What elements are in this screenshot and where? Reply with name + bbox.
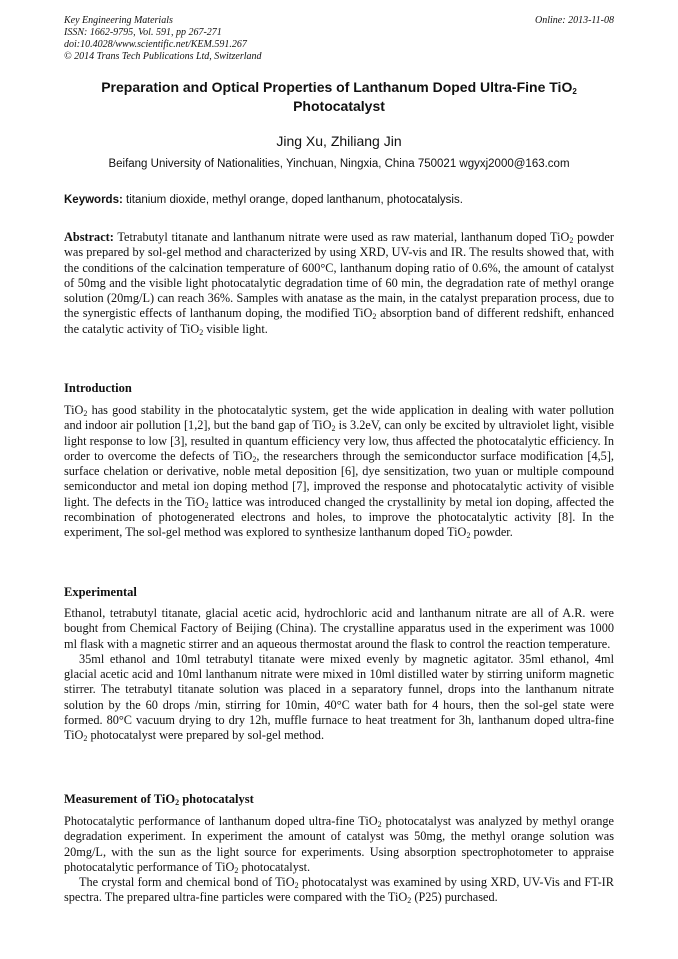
intro-text: is 3.2eV, can only be excited by ultraviolet light, visible light response to low [3], resulted in quantum efficiency very low, thus affected the photocatalytic efficiency. In order to overcome the defects of TiO: [64, 418, 614, 463]
title-text-line2: Photocatalyst: [293, 98, 385, 114]
journal-name: Key Engineering Materials: [64, 15, 173, 26]
subscript: 2: [407, 896, 412, 906]
measurement-text: Photocatalytic performance of lanthanum doped ultra-fine TiO: [64, 814, 378, 828]
online-date: Online: 2013-11-08: [535, 15, 614, 26]
subscript: 2: [331, 424, 336, 434]
intro-text: TiO: [64, 403, 84, 417]
measurement-paragraph-2: [64, 875, 614, 906]
authors: Jing Xu, Zhiliang Jin: [276, 133, 402, 149]
abstract-text: absorption band of different redshift, enhanced the catalytic activity of TiO: [64, 306, 615, 336]
page-header: [64, 15, 614, 63]
paper-title: [40, 78, 638, 116]
subscript: 2: [466, 531, 471, 541]
experimental-paragraph-2: [64, 652, 614, 744]
introduction-body: [64, 403, 614, 541]
intro-text: lattice was introduced changed the crystallinity by metal ion doping, affected the recombination of photogenerated electrons and holes, to improve the photocatalytic activity [8]. In the experiment, The sol-gel method was explored to synthesize lanthanum doped TiO: [64, 494, 614, 540]
doi-line: doi:10.4028/www.scientific.net/KEM.591.267: [64, 39, 247, 50]
keywords-label: Keywords:: [64, 194, 123, 206]
title-text: Preparation and Optical Properties of Lanthanum Doped Ultra-Fine TiO: [101, 79, 573, 95]
experimental-paragraph-1: Ethanol, tetrabutyl titanate, glacial acetic acid, hydrochloric acid and lanthanum nitrate are all of A.R. were bought from Chemical Factory of Beijing (China). The crystalline apparatus used in the experiment was 1000 ml flask with a magnetic stirrer and an aqueous thermostat around the flask to control the reaction temperature.: [64, 606, 614, 651]
intro-text: , the researchers through the semiconductor surface modification [4,5], surface chelation or derivative, noble metal deposition [6], dye sensitization, two yuan or multiple compound semiconductor and metal ion doping method [7], improved the response and photocatalytic activity of visible light. The defects in the TiO: [64, 448, 614, 509]
issn-line: ISSN: 1662-9795, Vol. 591, pp 267-271: [64, 27, 222, 38]
subscript: 2: [175, 798, 180, 807]
measurement-heading-text: photocatalyst: [182, 792, 254, 806]
abstract: [64, 230, 614, 337]
keywords-text: titanium dioxide, methyl orange, doped lanthanum, photocatalysis.: [126, 194, 463, 206]
subscript: 2: [294, 881, 299, 891]
experimental-body: [64, 606, 614, 744]
subscript: 2: [252, 454, 257, 464]
introduction-heading: Introduction: [64, 381, 132, 395]
measurement-text: The crystal form and chemical bond of TiO: [79, 875, 295, 890]
experimental-text: photocatalyst were prepared by sol-gel method.: [90, 728, 325, 743]
measurement-text: photocatalyst was examined by using XRD, UV-Vis and FT-IR spectra. The prepared ultra-fine particles were compared with the TiO: [64, 875, 614, 905]
measurement-text: photocatalyst.: [241, 859, 311, 874]
measurement-paragraph-1: [64, 814, 614, 875]
abstract-text: powder was prepared by sol-gel method and characterized by using XRD, UV-vis and IR. The results showed that, with the conditions of the calcination temperature of 600°C, lanthanum doping ratio of 0.6%, the amount of catalyst of 50mg and the visible light photocatalytic degradation time of 60 min, the degradation rate of methyl orange solution (20mg/L) can reach 36%. Samples with anatase as the main, in the catalyst preparation process, due to the synergistic effects of lanthanum doping, the modified TiO: [64, 230, 614, 321]
measurement-heading-text: Measurement of TiO: [64, 792, 176, 806]
keywords: [64, 194, 614, 206]
subscript: 2: [83, 409, 88, 418]
abstract-label: Abstract:: [64, 230, 114, 244]
measurement-heading: [64, 792, 254, 807]
experimental-text: 35ml ethanol and 10ml tetrabutyl titanate were mixed evenly by magnetic agitator. 35ml ethanol, 4ml glacial acetic acid and 10ml lanthanum nitrate were mixed in 10ml distilled water by stirring uniform magnetic stirrer. The tetrabutyl titanate solution was placed in a separatory funnel, drops into the lanthanum nitrate solution by the 60 drops /min, stirring for 10min, 40°C water bath for 4 hours, then the sol-gel state were formed. 80°C vacuum drying to dry 12h, muffle furnace to heat treatment for 3h, lanthanum doped ultra-fine TiO: [64, 651, 614, 743]
subscript: 2: [372, 312, 377, 322]
title-subscript: 2: [572, 87, 577, 96]
affiliation: Beifang University of Nationalities, Yinchuan, Ningxia, China 750021 wgyxj2000@163.com: [108, 158, 570, 170]
intro-text: has good stability in the photocatalytic system, get the wide application in dealing with water pollution and indoor air pollution [1,2], but the band gap of TiO: [64, 403, 614, 433]
abstract-text: visible light.: [206, 321, 268, 336]
subscript: 2: [377, 820, 382, 829]
measurement-text: (P25) purchased.: [414, 890, 498, 905]
subscript: 2: [234, 865, 239, 875]
subscript: 2: [83, 734, 88, 744]
subscript: 2: [204, 500, 209, 510]
experimental-heading: Experimental: [64, 585, 137, 599]
subscript: 2: [569, 236, 574, 245]
subscript: 2: [199, 327, 204, 337]
measurement-text: photocatalyst was analyzed by methyl orange degradation experiment. In experiment the amount of catalyst was 50mg, the methyl orange solution was 20mg/L, with the sun as the light source for experiments. Using absorption spectrophotometer to appraise photocatalytic performance of TiO: [64, 814, 614, 874]
intro-text: powder.: [473, 525, 513, 540]
copyright-line: © 2014 Trans Tech Publications Ltd, Switzerland: [64, 51, 262, 62]
abstract-text: Tetrabutyl titanate and lanthanum nitrate were used as raw material, lanthanum doped TiO: [117, 230, 570, 244]
measurement-body: [64, 814, 614, 906]
